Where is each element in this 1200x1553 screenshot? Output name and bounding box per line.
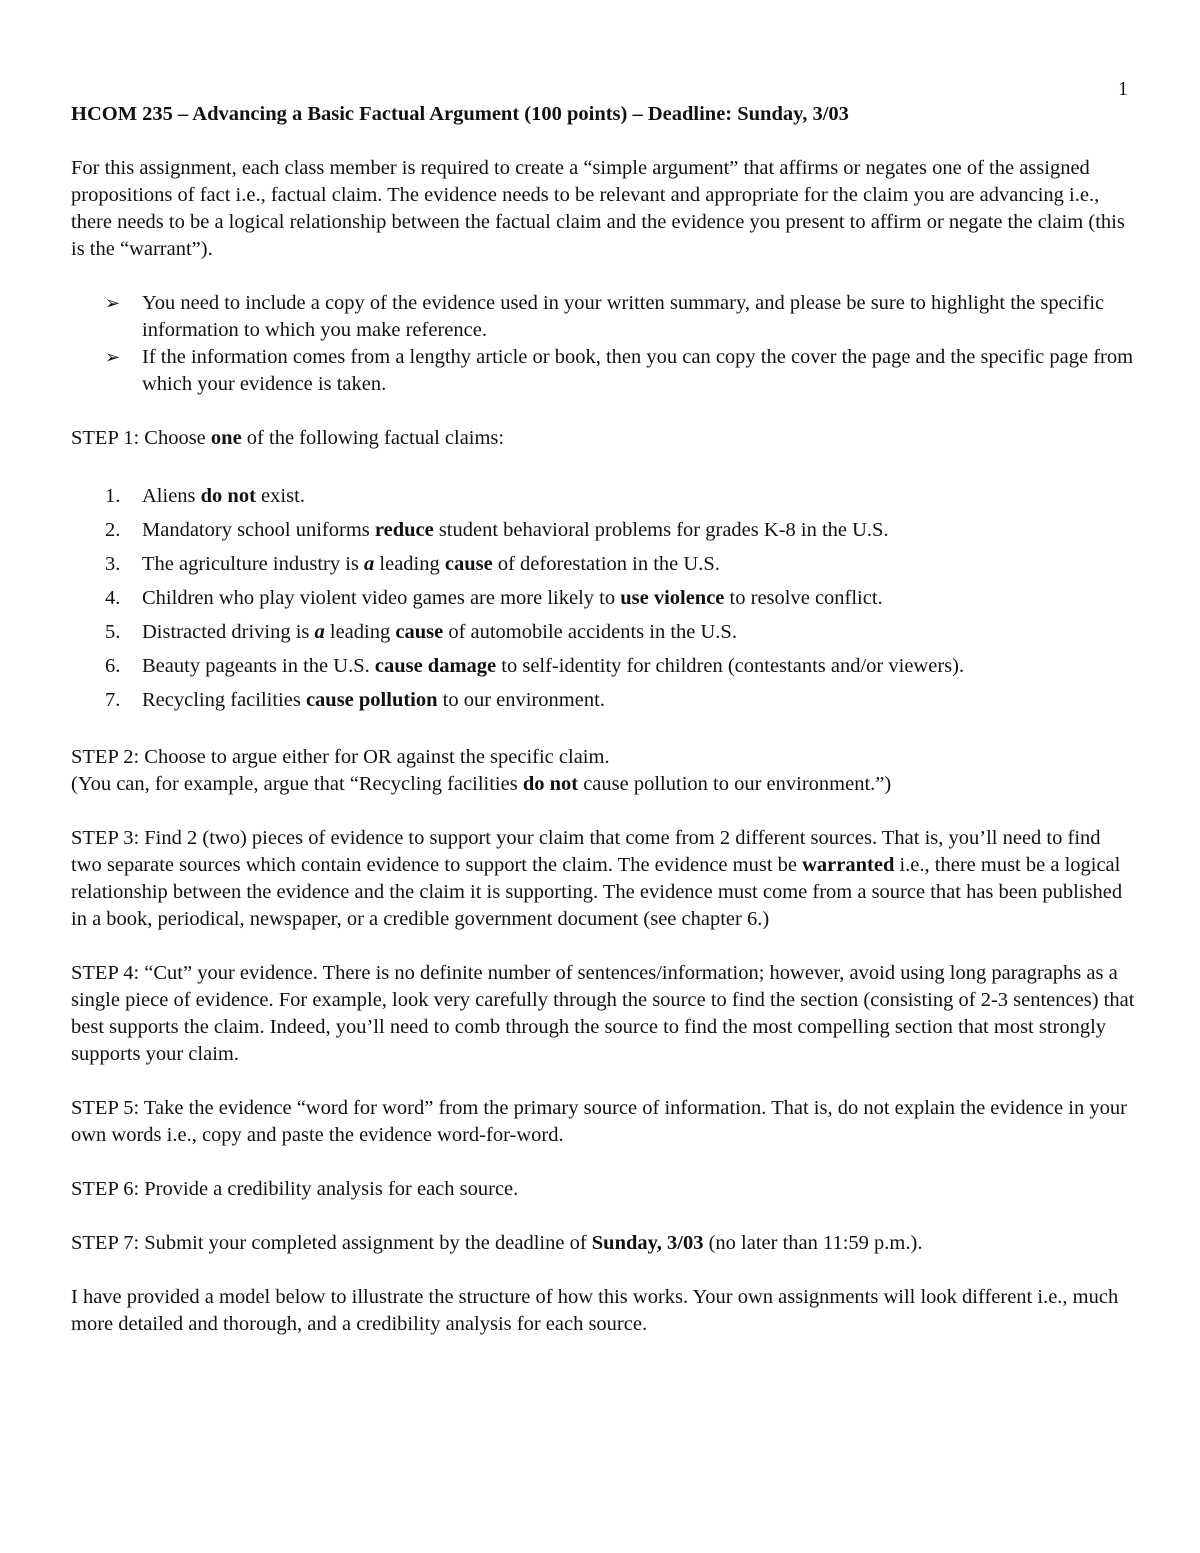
step-text: of the following factual claims: [241,427,505,449]
claim-number: 3. [105,553,121,575]
step-text: cause pollution to our environment.”) [578,773,892,795]
claim-text: Recycling facilities [142,689,306,711]
arrow-bullet-icon: ➢ [105,347,121,368]
claim-emphasis: cause pollution [305,689,438,711]
step-text: STEP 3: Find 2 (two) pieces of evidence to support your claim that come from 2 different sources. That is, you’ll need to find two separate sources which contain evidence to support the claim. The evidence must be [71,827,1101,876]
claims-list [71,479,1136,717]
step-6: STEP 6: Provide a credibility analysis for each source. [71,1178,519,1200]
claim-item [71,649,1136,683]
claim-text: to our environment. [437,689,605,711]
claim-text: Beauty pageants in the U.S. [142,655,375,677]
claim-text: Distracted driving is [142,621,315,643]
claim-italic: a [364,553,375,575]
claim-text: Children who play violent video games are more likely to [142,587,621,609]
claim-text: student behavioral problems for grades K-8 in the U.S. [433,519,889,541]
step-text: STEP 1: Choose [71,427,211,449]
claim-number: 2. [105,519,121,541]
closing-paragraph: I have provided a model below to illustrate the structure of how this works. Your own assignments will look different i.e., much more detailed and thorough, and a credibility analysis for each source. [71,1286,1119,1335]
claim-emphasis: do not [200,485,256,507]
claim-item [71,683,1136,717]
claim-text: The agriculture industry is [142,553,365,575]
claim-number: 6. [105,655,121,677]
claim-number: 1. [105,485,121,507]
arrow-bullet-icon: ➢ [105,293,121,314]
step-emphasis: warranted [802,854,895,876]
step-text: (no later than 11:59 p.m.). [703,1232,923,1254]
claim-emphasis: cause [444,553,493,575]
claim-text: Mandatory school uniforms [142,519,375,541]
claim-text: exist. [255,485,305,507]
claim-emphasis: reduce [374,519,434,541]
claim-item [71,581,1136,615]
step-1 [71,425,1136,452]
step-2 [71,744,1136,798]
step-text: STEP 7: Submit your completed assignment by the deadline of [71,1232,592,1254]
claim-number: 5. [105,621,121,643]
claim-text: of deforestation in the U.S. [492,553,720,575]
step-5: STEP 5: Take the evidence “word for word” from the primary source of information. That is, do not explain the evidence in your own words i.e., copy and paste the evidence word-for-word. [71,1097,1127,1146]
claim-number: 4. [105,587,121,609]
claim-number: 7. [105,689,121,711]
assignment-title: HCOM 235 – Advancing a Basic Factual Argument (100 points) – Deadline: Sunday, 3/03 [71,103,849,125]
intro-paragraph: For this assignment, each class member is required to create a “simple argument” that affirms or negates one of the assigned propositions of fact i.e., factual claim. The evidence needs to be relevant and appropriate for the claim you are advancing i.e., there needs to be a logical relationship between the factual claim and the evidence you present to affirm or negate the claim (this is the “warrant”). [71,157,1125,260]
claim-item [71,479,1136,513]
claim-emphasis: use violence [620,587,725,609]
claim-item [71,547,1136,581]
document-body [71,101,1136,1338]
page-number: 1 [1118,78,1128,100]
claim-italic: a [314,621,325,643]
bullet-text: If the information comes from a lengthy article or book, then you can copy the cover the page and the specific page from which your evidence is taken. [142,346,1134,395]
step-text: STEP 2: Choose to argue either for OR against the specific claim. [71,746,610,768]
list-item [71,290,1136,344]
claim-item [71,513,1136,547]
claim-text: of automobile accidents in the U.S. [443,621,737,643]
step-text: i.e., there must be a logical relationship between the evidence and the claim it is supporting. The evidence must come from a source that has been published in a book, periodical, newspaper, or a credible government document (see chapter 6.) [71,854,1123,930]
step-4: STEP 4: “Cut” your evidence. There is no definite number of sentences/information; however, avoid using long paragraphs as a single piece of evidence. For example, look very carefully through the source to find the section (consisting of 2-3 sentences) that best supports the claim. Indeed, you’ll need to comb through the source to find the most compelling section that most strongly supports your claim. [71,962,1135,1065]
list-item [71,344,1136,398]
instruction-bullets [71,290,1136,398]
step-text: (You can, for example, argue that “Recycling facilities [71,773,523,795]
claim-text: to resolve conflict. [724,587,883,609]
claim-text: to self-identity for children (contestants and/or viewers). [496,655,965,677]
claim-text: Aliens [142,485,201,507]
step-emphasis: one [210,427,242,449]
claim-item [71,615,1136,649]
step-emphasis: do not [522,773,579,795]
claim-emphasis: cause [395,621,444,643]
claim-text: leading [324,621,396,643]
bullet-text: You need to include a copy of the evidence used in your written summary, and please be sure to highlight the specific information to which you make reference. [142,292,1105,341]
claim-text: leading [374,553,445,575]
step-7 [71,1230,1136,1257]
step-emphasis: Sunday, 3/03 [591,1232,704,1254]
step-3 [71,825,1136,933]
claim-emphasis: cause damage [374,655,497,677]
